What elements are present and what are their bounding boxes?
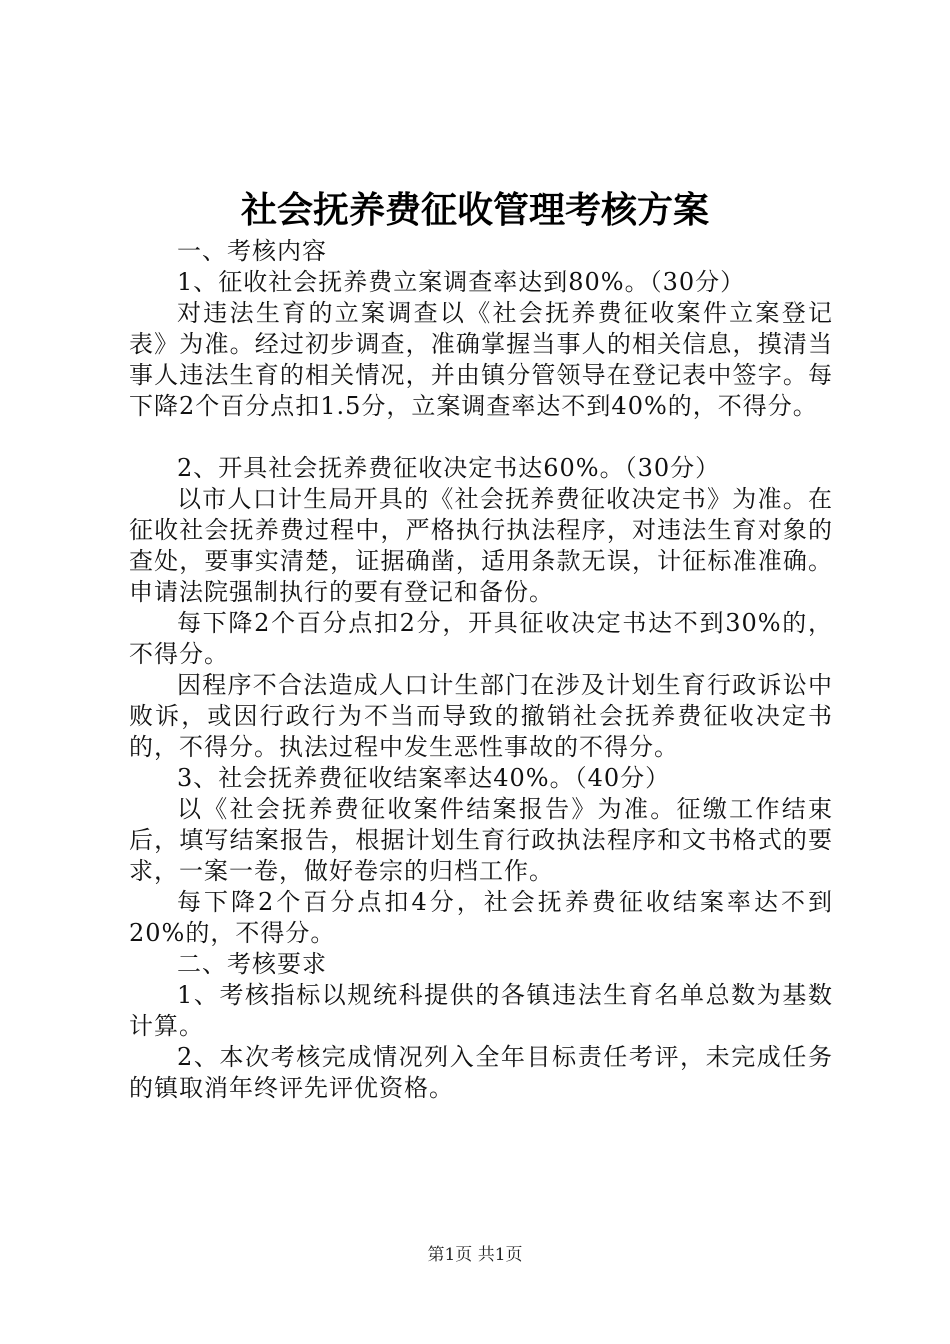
paragraph: 每下降2个百分点扣4分，社会抚养费征收结案率达不到20%的，不得分。 xyxy=(129,888,833,947)
paragraph: 因程序不合法造成人口计生部门在涉及计划生育行政诉讼中败诉，或因行政行为不当而导致的撤销社会抚养费征收决定书的，不得分。执法过程中发生恶性事故的不得分。 xyxy=(129,671,833,761)
paragraph: 对违法生育的立案调查以《社会抚养费征收案件立案登记表》为准。经过初步调查，准确掌握当事人的相关信息，摸清当事人违法生育的相关情况，并由镇分管领导在登记表中签字。每下降2个百分点扣1.5分，立案调查率达不到40%的，不得分。 xyxy=(129,299,833,420)
paragraph: 以市人口计生局开具的《社会抚养费征收决定书》为准。在征收社会抚养费过程中，严格执行执法程序，对违法生育对象的查处，要事实清楚，证据确凿，适用条款无误，计征标准准确。申请法院强制执行的要有登记和备份。 xyxy=(129,485,833,606)
paragraph: 1、考核指标以规统科提供的各镇违法生育名单总数为基数计算。 xyxy=(129,981,833,1040)
paragraph: 2、本次考核完成情况列入全年目标责任考评，未完成任务的镇取消年终评先评优资格。 xyxy=(129,1043,833,1102)
document-title: 社会抚养费征收管理考核方案 xyxy=(240,189,709,231)
paragraph: 以《社会抚养费征收案件结案报告》为准。征缴工作结束后，填写结案报告，根据计划生育行政执法程序和文书格式的要求，一案一卷，做好卷宗的归档工作。 xyxy=(129,795,833,885)
paragraph: 每下降2个百分点扣2分，开具征收决定书达不到30%的，不得分。 xyxy=(129,609,833,668)
document-body xyxy=(129,236,833,1104)
item-heading: 2、开具社会抚养费征收决定书达60%。（30分） xyxy=(177,454,721,482)
section-heading: 二、考核要求 xyxy=(177,950,327,978)
item-heading: 1、征收社会抚养费立案调查率达到80%。（30分） xyxy=(177,268,746,296)
page-footer: 第1页 共1页 xyxy=(427,1245,523,1265)
section-heading: 一、考核内容 xyxy=(177,237,327,265)
item-heading: 3、社会抚养费征收结案率达40%。（40分） xyxy=(177,764,671,792)
